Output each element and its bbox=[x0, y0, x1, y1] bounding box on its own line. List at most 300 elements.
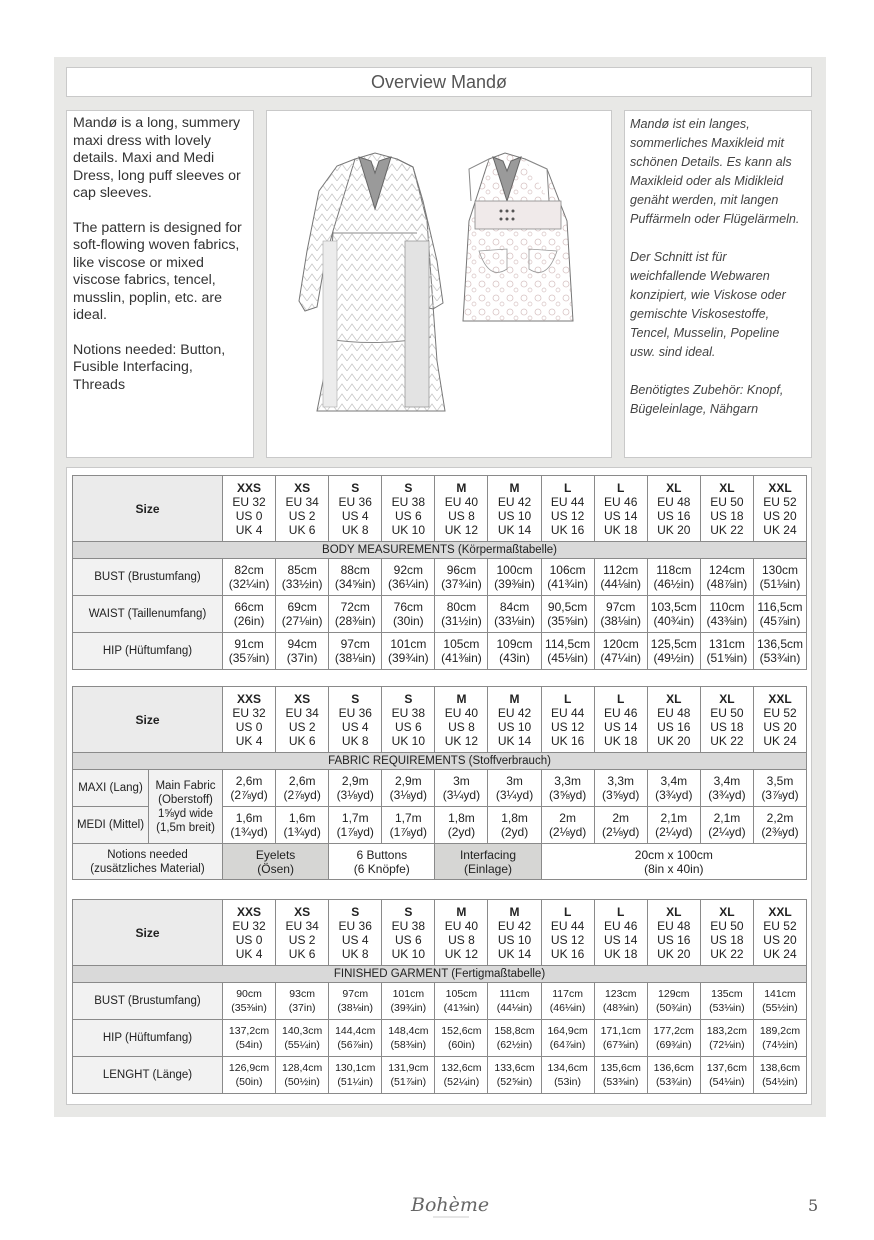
cell-text: 109cm bbox=[496, 637, 533, 651]
body-measurements-table bbox=[72, 475, 807, 670]
fabric-width-note bbox=[149, 770, 223, 844]
cell-text: 133,6cm bbox=[494, 1062, 535, 1074]
notion-interfacing bbox=[435, 844, 541, 880]
cell-text: Size bbox=[135, 712, 160, 727]
size-column-header bbox=[329, 687, 382, 753]
cell-text: UK 20 bbox=[657, 733, 691, 748]
cell-text: UK 4 bbox=[235, 522, 263, 537]
table-cell bbox=[435, 1020, 488, 1057]
cell-text: UK 8 bbox=[341, 522, 369, 537]
intro-en-paragraph: The pattern is designed for soft-flowing woven fabrics, like viscose or mixed viscose fabrics, tencel, musslin, poplin, etc. are ideal. bbox=[73, 219, 242, 323]
table-cell bbox=[700, 596, 753, 633]
cell-text: EU 50 bbox=[710, 918, 744, 933]
cell-text: 123cm bbox=[604, 988, 637, 1000]
size-column-header bbox=[753, 900, 806, 966]
table-cell bbox=[488, 1057, 541, 1094]
cell-text: XXL bbox=[768, 904, 792, 919]
cell-text: 85cm bbox=[287, 563, 317, 577]
cell-text: 90,5cm bbox=[547, 600, 588, 614]
table-cell bbox=[753, 770, 806, 807]
table-cell bbox=[541, 770, 594, 807]
table-cell bbox=[435, 1057, 488, 1094]
size-label bbox=[73, 687, 223, 753]
table-cell bbox=[329, 1020, 382, 1057]
intro-de-paragraph: Benötigtes Zubehör: Knopf, Bügeleinlage, Nähgarn bbox=[630, 383, 784, 416]
cell-text: S bbox=[404, 480, 413, 495]
cell-text: US 12 bbox=[550, 932, 585, 947]
table-cell bbox=[700, 633, 753, 670]
cell-text: EU 48 bbox=[657, 705, 691, 720]
cell-text: UK 6 bbox=[288, 946, 316, 961]
cell-text: (3¾yd) bbox=[655, 788, 693, 802]
cell-text: S bbox=[351, 691, 360, 706]
size-column-header bbox=[700, 687, 753, 753]
cell-text: EU 32 bbox=[232, 918, 266, 933]
notions-label bbox=[73, 844, 223, 880]
cell-text: M bbox=[456, 480, 467, 495]
table-cell bbox=[276, 596, 329, 633]
cell-text: 171,1cm bbox=[600, 1025, 641, 1037]
cell-text: EU 38 bbox=[391, 494, 425, 509]
table-cell bbox=[488, 1020, 541, 1057]
cell-text: (27⅛in) bbox=[281, 614, 323, 628]
cell-text: EU 42 bbox=[497, 494, 532, 509]
table-cell bbox=[329, 633, 382, 670]
cell-text: (55¼in) bbox=[284, 1039, 320, 1051]
cell-text: 126,9cm bbox=[228, 1062, 270, 1074]
cell-text: 3m bbox=[506, 774, 523, 788]
table-cell bbox=[700, 1020, 753, 1057]
cell-text: (38⅛in) bbox=[337, 1002, 374, 1014]
table-cell bbox=[435, 596, 488, 633]
cell-text: US 18 bbox=[710, 932, 744, 947]
cell-text: (2⅞yd) bbox=[283, 788, 321, 802]
page-title: Overview Mandø bbox=[66, 67, 812, 97]
table-cell bbox=[594, 559, 647, 596]
cell-text: UK 18 bbox=[604, 733, 638, 748]
cell-text: (53¾in) bbox=[655, 1076, 692, 1088]
cell-text: M bbox=[509, 691, 520, 706]
cell-text: EU 46 bbox=[604, 494, 638, 509]
cell-text: (53⅛in) bbox=[709, 1002, 745, 1014]
table-row bbox=[73, 983, 807, 1020]
intro-de-paragraph: Mandø ist ein langes, sommerliches Maxikleid mit schönen Details. Es kann als Maxikleid oder als Midikleid genäht werden, mit langen Puffärmeln oder Flügelärmeln. bbox=[630, 117, 800, 226]
cell-text: US 0 bbox=[235, 719, 263, 734]
cell-text: XXS bbox=[237, 691, 262, 706]
cell-text: EU 36 bbox=[338, 494, 372, 509]
table-cell bbox=[276, 633, 329, 670]
cell-text: UK 8 bbox=[341, 946, 369, 961]
cell-text: US 4 bbox=[341, 719, 369, 734]
cell-text: Main Fabric bbox=[155, 779, 216, 792]
intro-en-paragraph: Notions needed: Button, Fusible Interfacing, Threads bbox=[73, 341, 226, 393]
cell-text: (53⅜in) bbox=[602, 1076, 639, 1088]
table-cell bbox=[382, 633, 435, 670]
cell-text: (49½in) bbox=[653, 651, 695, 665]
table-cell bbox=[223, 807, 276, 844]
cell-text: EU 34 bbox=[285, 705, 319, 720]
size-column-header bbox=[435, 900, 488, 966]
cell-text: EU 34 bbox=[285, 494, 319, 509]
cell-text: UK 20 bbox=[657, 522, 691, 537]
finished-garment-table bbox=[72, 899, 807, 1094]
cell-text: UK 6 bbox=[288, 733, 316, 748]
cell-text: (51⅞in) bbox=[390, 1076, 427, 1088]
cell-text: (33⅛in) bbox=[494, 614, 535, 628]
table-row bbox=[73, 559, 807, 596]
cell-text: (2¼yd) bbox=[708, 825, 746, 839]
table-cell bbox=[647, 807, 700, 844]
cell-text: Size bbox=[135, 925, 160, 940]
cell-text: (48⅞in) bbox=[706, 577, 748, 591]
cell-text: 2m bbox=[559, 811, 576, 825]
cell-text: UK 12 bbox=[444, 946, 479, 961]
cell-text: (74½in) bbox=[762, 1039, 798, 1051]
cell-text: 2m bbox=[612, 811, 630, 825]
cell-text: (41⅜in) bbox=[443, 1002, 480, 1014]
cell-text: 84cm bbox=[499, 600, 530, 614]
table-cell bbox=[541, 559, 594, 596]
cell-text: UK 6 bbox=[288, 522, 316, 537]
size-column-header bbox=[488, 687, 541, 753]
table-cell bbox=[276, 770, 329, 807]
cell-text: 137,6cm bbox=[706, 1062, 748, 1074]
cell-text: US 14 bbox=[604, 719, 638, 734]
intro-german bbox=[624, 110, 812, 458]
cell-text: (37¾in) bbox=[441, 577, 482, 591]
cell-text: 132,6cm bbox=[441, 1062, 482, 1074]
cell-text: (43in) bbox=[499, 651, 530, 665]
cell-text: EU 38 bbox=[391, 918, 425, 933]
cell-text: 131,9cm bbox=[388, 1062, 429, 1074]
cell-text: (45⅛in) bbox=[547, 651, 588, 665]
cell-text: XL bbox=[666, 691, 682, 706]
cell-text: UK 24 bbox=[763, 522, 797, 537]
table-cell bbox=[753, 1057, 806, 1094]
cell-text: 134,6cm bbox=[547, 1062, 588, 1074]
table-cell bbox=[594, 596, 647, 633]
cell-text: EU 52 bbox=[763, 705, 797, 720]
cell-text: M bbox=[456, 691, 467, 706]
cell-text: EU 44 bbox=[550, 918, 585, 933]
cell-text: UK 10 bbox=[391, 733, 426, 748]
table-cell bbox=[488, 596, 541, 633]
cell-text: 97cm bbox=[340, 637, 370, 651]
cell-text: 183,2cm bbox=[706, 1025, 748, 1037]
size-column-header bbox=[329, 900, 382, 966]
maxi-dress-drawing bbox=[299, 153, 445, 411]
table-cell bbox=[753, 633, 806, 670]
cell-text: XL bbox=[719, 691, 735, 706]
cell-text: 97cm bbox=[606, 600, 636, 614]
notion-text: (Ösen) bbox=[257, 861, 294, 876]
cell-text: 1,8m bbox=[448, 811, 475, 825]
cell-text: 69cm bbox=[287, 600, 317, 614]
cell-text: EU 44 bbox=[550, 494, 585, 509]
table-cell bbox=[276, 1020, 329, 1057]
cell-text: US 14 bbox=[604, 932, 638, 947]
cell-text: 164,9cm bbox=[547, 1025, 588, 1037]
cell-text: L bbox=[617, 691, 625, 706]
table-cell bbox=[594, 983, 647, 1020]
cell-text: XXL bbox=[768, 480, 792, 495]
cell-text: EU 32 bbox=[232, 705, 266, 720]
size-column-header bbox=[382, 476, 435, 542]
cell-text: UK 4 bbox=[235, 733, 263, 748]
section-heading: FINISHED GARMENT (Fertigmaßtabelle) bbox=[73, 966, 807, 983]
cell-text: XXS bbox=[237, 904, 262, 919]
cell-text: (40¾in) bbox=[653, 614, 695, 628]
cell-text: (35⅜in) bbox=[231, 1002, 267, 1014]
table-cell bbox=[541, 807, 594, 844]
cell-text: (60in) bbox=[447, 1039, 475, 1051]
table-cell bbox=[541, 1057, 594, 1094]
size-column-header bbox=[594, 476, 647, 542]
table-cell bbox=[647, 770, 700, 807]
cell-text: EU 52 bbox=[763, 494, 797, 509]
cell-text: 103,5cm bbox=[650, 600, 697, 614]
notion-text: (Einlage) bbox=[463, 861, 512, 876]
table-cell bbox=[594, 807, 647, 844]
cell-text: (54½in) bbox=[762, 1076, 798, 1088]
cell-text: 2,9m bbox=[395, 774, 422, 788]
cell-text: (35⅞in) bbox=[228, 651, 270, 665]
row-label bbox=[73, 807, 149, 844]
cell-text: 138,6cm bbox=[759, 1062, 801, 1074]
table-cell bbox=[382, 1057, 435, 1094]
cell-text: XS bbox=[294, 480, 311, 495]
cell-text: UK 8 bbox=[341, 733, 369, 748]
notion-text: 6 Buttons bbox=[356, 847, 408, 862]
cell-text: UK 22 bbox=[710, 733, 744, 748]
table-cell bbox=[700, 770, 753, 807]
cell-text: (67⅜in) bbox=[602, 1039, 639, 1051]
table-cell bbox=[647, 983, 700, 1020]
cell-text: 177,2cm bbox=[653, 1025, 694, 1037]
table-row bbox=[73, 1020, 807, 1057]
table-cell bbox=[488, 633, 541, 670]
table-row bbox=[73, 1057, 807, 1094]
cell-text: EU 48 bbox=[657, 918, 691, 933]
cell-text: (3⅞yd) bbox=[761, 788, 799, 802]
cell-text: EU 48 bbox=[657, 494, 691, 509]
cell-text: 2,1m bbox=[713, 811, 741, 825]
cell-text: 124cm bbox=[708, 563, 745, 577]
size-column-header bbox=[541, 900, 594, 966]
notion-eyelets bbox=[223, 844, 329, 880]
cell-text: 106cm bbox=[549, 563, 586, 577]
cell-text: (48⅜in) bbox=[602, 1002, 639, 1014]
cell-text: (1⅞yd) bbox=[336, 825, 374, 839]
size-column-header bbox=[435, 687, 488, 753]
table-cell bbox=[753, 559, 806, 596]
cell-text: UK 18 bbox=[604, 522, 638, 537]
cell-text: LENGHT (Länge) bbox=[102, 1069, 193, 1081]
cell-text: S bbox=[351, 904, 360, 919]
cell-text: US 16 bbox=[657, 508, 691, 523]
table-cell bbox=[435, 633, 488, 670]
cell-text: L bbox=[617, 480, 625, 495]
dress-sketch bbox=[266, 110, 612, 458]
cell-text: MEDI (Mittel) bbox=[76, 819, 145, 831]
table-cell bbox=[541, 633, 594, 670]
cell-text: XL bbox=[666, 904, 682, 919]
cell-text: (44⅛in) bbox=[496, 1002, 533, 1014]
boheme-logo bbox=[405, 1185, 490, 1225]
table-cell bbox=[329, 596, 382, 633]
cell-text: (35⅝in) bbox=[547, 614, 588, 628]
notion-text: (6 Knöpfe) bbox=[353, 861, 410, 876]
table-cell bbox=[700, 1057, 753, 1094]
table-cell bbox=[753, 983, 806, 1020]
cell-text: (53in) bbox=[554, 1076, 582, 1088]
cell-text: UK 24 bbox=[763, 946, 797, 961]
cell-text: XS bbox=[294, 691, 311, 706]
notion-interfacing-size bbox=[541, 844, 806, 880]
cell-text: 3,4m bbox=[713, 774, 741, 788]
cell-text: (52⅝in) bbox=[496, 1076, 533, 1088]
cell-text: (28⅜in) bbox=[334, 614, 376, 628]
table-cell bbox=[488, 559, 541, 596]
cell-text: 118cm bbox=[656, 563, 692, 577]
size-column-header bbox=[276, 900, 329, 966]
cell-text: EU 32 bbox=[232, 494, 266, 509]
cell-text: S bbox=[404, 691, 413, 706]
table-cell bbox=[647, 1057, 700, 1094]
cell-text: US 2 bbox=[288, 719, 316, 734]
cell-text: (3⅝yd) bbox=[602, 788, 640, 802]
cell-text: S bbox=[404, 904, 413, 919]
notion-text: 20cm x 100cm bbox=[634, 847, 713, 862]
size-column-header bbox=[541, 687, 594, 753]
notions-label-en: Notions needed bbox=[107, 848, 188, 861]
svg-text:Bohème: Bohème bbox=[411, 1194, 490, 1216]
cell-text: (2¼yd) bbox=[655, 825, 693, 839]
size-column-header bbox=[382, 687, 435, 753]
cell-text: (31½in) bbox=[441, 614, 482, 628]
cell-text: 96cm bbox=[446, 563, 477, 577]
table-cell bbox=[329, 983, 382, 1020]
cell-text: UK 14 bbox=[497, 733, 532, 748]
cell-text: (52¼in) bbox=[443, 1076, 480, 1088]
size-column-header bbox=[753, 687, 806, 753]
table-cell bbox=[435, 983, 488, 1020]
cell-text: (1⅞yd) bbox=[389, 825, 428, 839]
row-label bbox=[73, 770, 149, 807]
cell-text: EU 46 bbox=[604, 918, 638, 933]
cell-text: 88cm bbox=[340, 563, 370, 577]
cell-text: EU 50 bbox=[710, 705, 744, 720]
table-cell bbox=[223, 1057, 276, 1094]
cell-text: 128,4cm bbox=[282, 1062, 323, 1074]
size-column-header bbox=[223, 900, 276, 966]
table-cell bbox=[329, 1057, 382, 1094]
table-cell bbox=[435, 807, 488, 844]
cell-text: (39¾in) bbox=[387, 651, 429, 665]
cell-text: 2,6m bbox=[288, 774, 316, 788]
cell-text: (3¾yd) bbox=[708, 788, 746, 802]
cell-text: Size bbox=[135, 501, 160, 516]
cell-text: 148,4cm bbox=[388, 1025, 429, 1037]
table-cell bbox=[329, 559, 382, 596]
table-cell bbox=[647, 559, 700, 596]
section-heading: BODY MEASUREMENTS (Körpermaßtabelle) bbox=[73, 542, 807, 559]
cell-text: (50¾in) bbox=[655, 1002, 692, 1014]
table-cell bbox=[223, 633, 276, 670]
cell-text: (2yd) bbox=[500, 825, 529, 839]
cell-text: (62½in) bbox=[496, 1039, 533, 1051]
cell-text: US 16 bbox=[657, 719, 691, 734]
cell-text: (55½in) bbox=[762, 1002, 798, 1014]
cell-text: US 12 bbox=[550, 508, 585, 523]
cell-text: 101cm bbox=[392, 988, 425, 1000]
cell-text: UK 14 bbox=[497, 946, 532, 961]
table-cell bbox=[594, 1020, 647, 1057]
cell-text: 2,2m bbox=[766, 811, 794, 825]
cell-text: 112cm bbox=[603, 563, 639, 577]
table-cell bbox=[435, 559, 488, 596]
cell-text: 189,2cm bbox=[759, 1025, 801, 1037]
table-cell bbox=[329, 807, 382, 844]
cell-text: XS bbox=[294, 904, 311, 919]
cell-text: US 20 bbox=[763, 508, 797, 523]
cell-text: 136,6cm bbox=[653, 1062, 694, 1074]
cell-text: EU 40 bbox=[444, 918, 479, 933]
table-cell bbox=[541, 596, 594, 633]
cell-text: 91cm bbox=[234, 637, 264, 651]
cell-text: US 14 bbox=[604, 508, 638, 523]
cell-text: UK 18 bbox=[604, 946, 638, 961]
cell-text: 130cm bbox=[761, 563, 798, 577]
cell-text: US 0 bbox=[235, 932, 263, 947]
cell-text: 92cm bbox=[393, 563, 423, 577]
cell-text: US 18 bbox=[710, 719, 744, 734]
table-cell bbox=[223, 1020, 276, 1057]
cell-text: EU 42 bbox=[497, 705, 532, 720]
cell-text: XXS bbox=[237, 480, 262, 495]
size-column-header bbox=[488, 476, 541, 542]
cell-text: EU 36 bbox=[338, 705, 372, 720]
cell-text: 72cm bbox=[340, 600, 370, 614]
table-cell bbox=[382, 596, 435, 633]
cell-text: 3,5m bbox=[766, 774, 794, 788]
size-column-header bbox=[647, 687, 700, 753]
row-label bbox=[73, 1057, 223, 1094]
cell-text: 1,7m bbox=[341, 811, 369, 825]
cell-text: UK 10 bbox=[391, 522, 425, 537]
cell-text: 135,6cm bbox=[600, 1062, 641, 1074]
table-cell bbox=[223, 983, 276, 1020]
table-cell bbox=[647, 633, 700, 670]
cell-text: (39⅜in) bbox=[494, 577, 535, 591]
cell-text: 125,5cm bbox=[650, 637, 697, 651]
table-cell bbox=[753, 1020, 806, 1057]
medi-dress-drawing bbox=[463, 153, 573, 321]
row-label bbox=[73, 633, 223, 670]
cell-text: (2⅞yd) bbox=[230, 788, 268, 802]
cell-text: (58⅜in) bbox=[390, 1039, 427, 1051]
notion-text: Eyelets bbox=[255, 847, 296, 862]
cell-text: HIP (Hüftumfang) bbox=[102, 1032, 193, 1044]
cell-text: UK 22 bbox=[710, 522, 744, 537]
cell-text: XL bbox=[719, 480, 735, 495]
cell-text: EU 46 bbox=[604, 705, 638, 720]
cell-text: 136,5cm bbox=[756, 637, 803, 651]
cell-text: L bbox=[563, 691, 572, 706]
size-label bbox=[73, 900, 223, 966]
cell-text: L bbox=[563, 480, 572, 495]
cell-text: M bbox=[509, 904, 520, 919]
